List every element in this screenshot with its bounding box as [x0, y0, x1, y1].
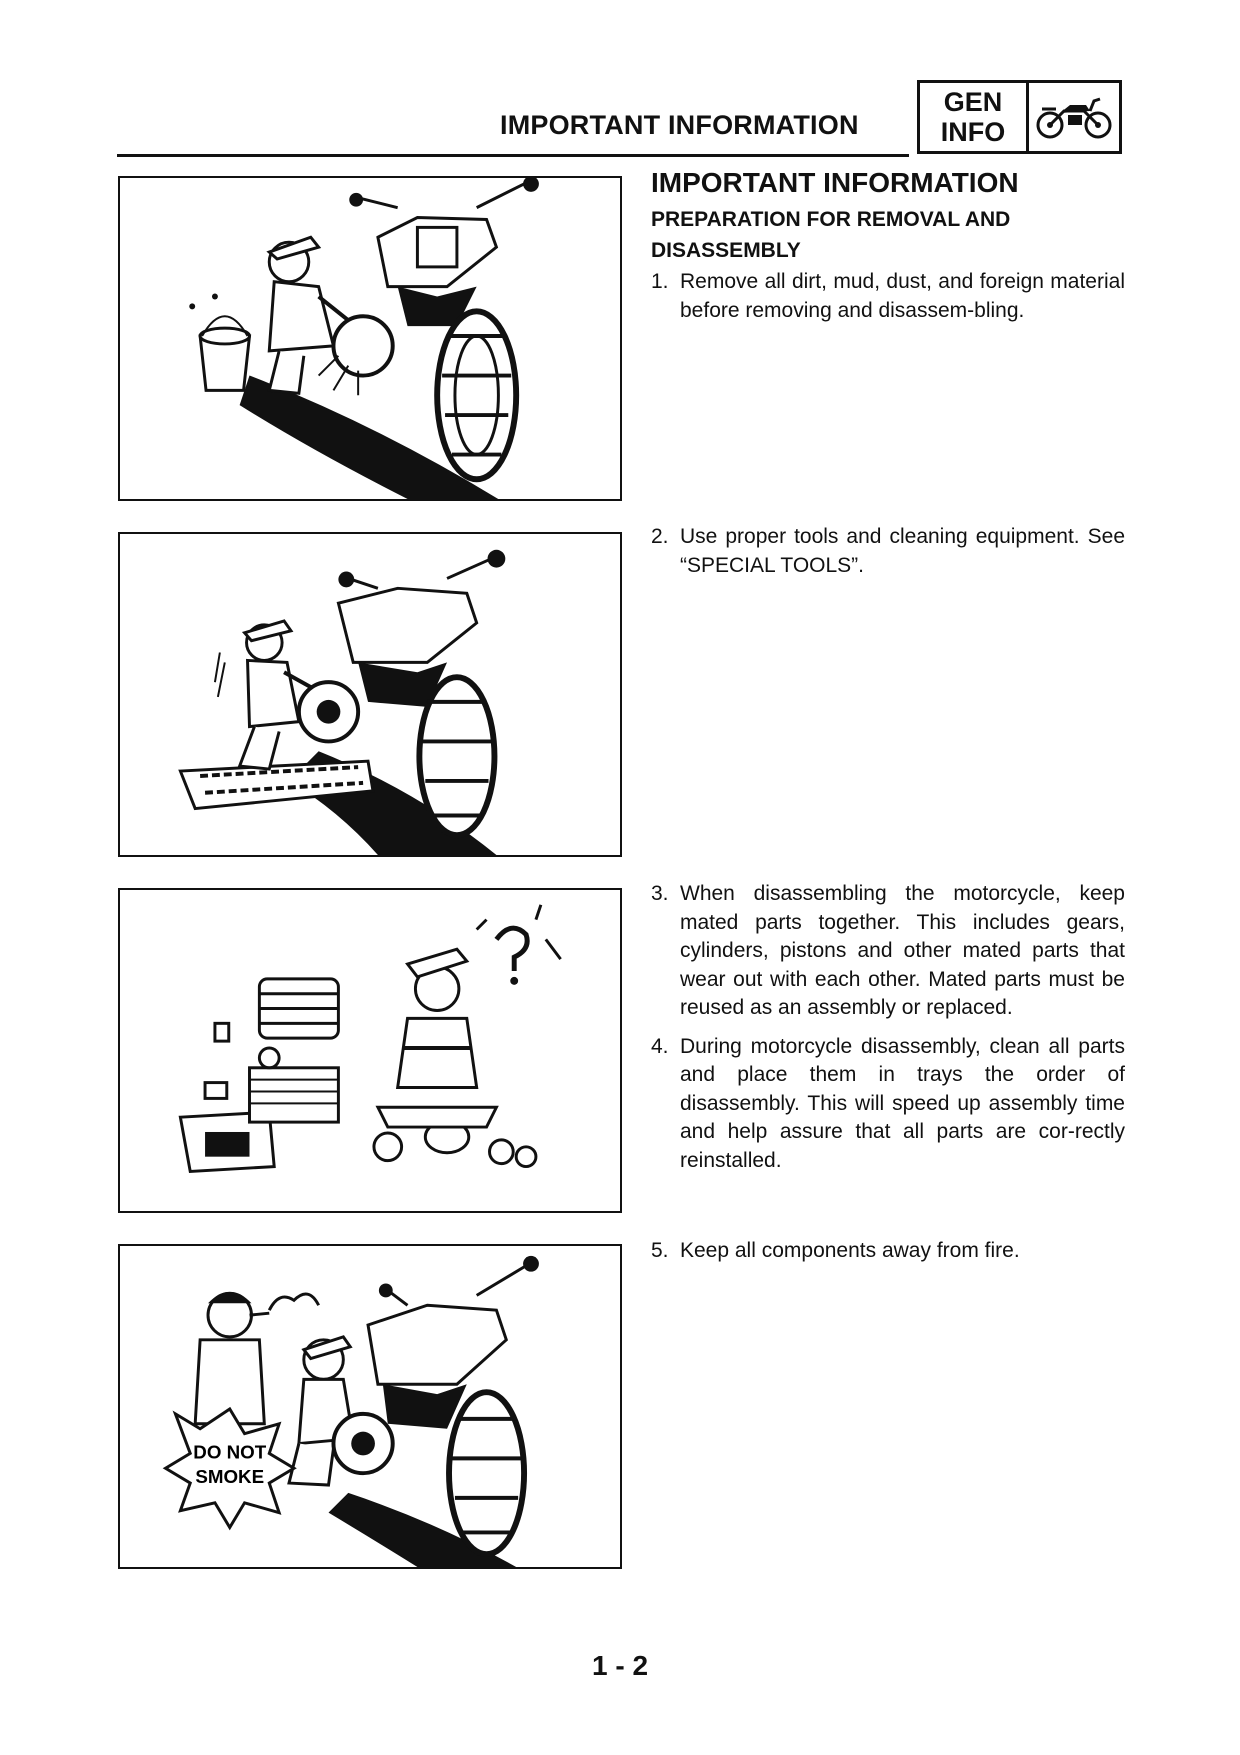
step-3-4-block	[651, 880, 1125, 1185]
badge-label	[920, 83, 1029, 151]
step-number: 2.	[651, 525, 669, 548]
section-badge	[917, 80, 1122, 154]
step-2	[651, 523, 1125, 580]
step-5	[651, 1237, 1125, 1266]
illustration-cleaning-motorcycle	[118, 176, 622, 501]
header-title: IMPORTANT INFORMATION	[500, 110, 859, 140]
step-number: 5.	[651, 1239, 669, 1262]
step-number: 4.	[651, 1034, 669, 1058]
badge-line-1: GEN	[943, 87, 1003, 117]
step-text: Keep all components away from fire.	[680, 1239, 1020, 1262]
step-3	[651, 880, 1125, 1023]
step-text: Use proper tools and cleaning equipment. See “SPECIAL TOOLS”.	[680, 525, 1125, 577]
section-title: IMPORTANT INFORMATION	[651, 167, 1019, 198]
subsection-title: PREPARATION FOR REMOVAL AND DISASSEMBLY	[651, 208, 1011, 262]
step-4	[651, 1033, 1125, 1176]
step-number: 3.	[651, 882, 669, 905]
step-2-block	[651, 523, 1125, 590]
step-text: During motorcycle disassembly, clean all parts and place them in trays the order of disassembly. This will speed up assembly time and help assure that all parts are cor-rectly reinstalled.	[680, 1034, 1125, 1172]
page-number: 1 - 2	[591, 1650, 649, 1681]
step-5-block	[651, 1237, 1125, 1276]
sign-text-line-1: DO NOT	[193, 1441, 267, 1463]
step-1	[651, 268, 1125, 325]
illustration-using-tools	[118, 532, 622, 857]
header-rule	[117, 154, 909, 157]
step-number: 1.	[651, 270, 669, 293]
step-text: Remove all dirt, mud, dust, and foreign material before removing and disassem-bling.	[680, 270, 1125, 322]
intro-text-block	[651, 166, 1125, 335]
sign-text-line-2: SMOKE	[195, 1466, 265, 1488]
badge-line-2: INFO	[940, 117, 1006, 147]
illustration-no-smoking	[118, 1244, 622, 1569]
step-text: When disassembling the motorcycle, keep mated parts together. This includes gears, cylinders, pistons and other mated parts that wear out with each other. Mated parts must be reused as an assembly or replaced.	[680, 882, 1125, 1019]
motorcycle-icon	[1029, 83, 1119, 151]
illustration-mated-parts	[118, 888, 622, 1213]
